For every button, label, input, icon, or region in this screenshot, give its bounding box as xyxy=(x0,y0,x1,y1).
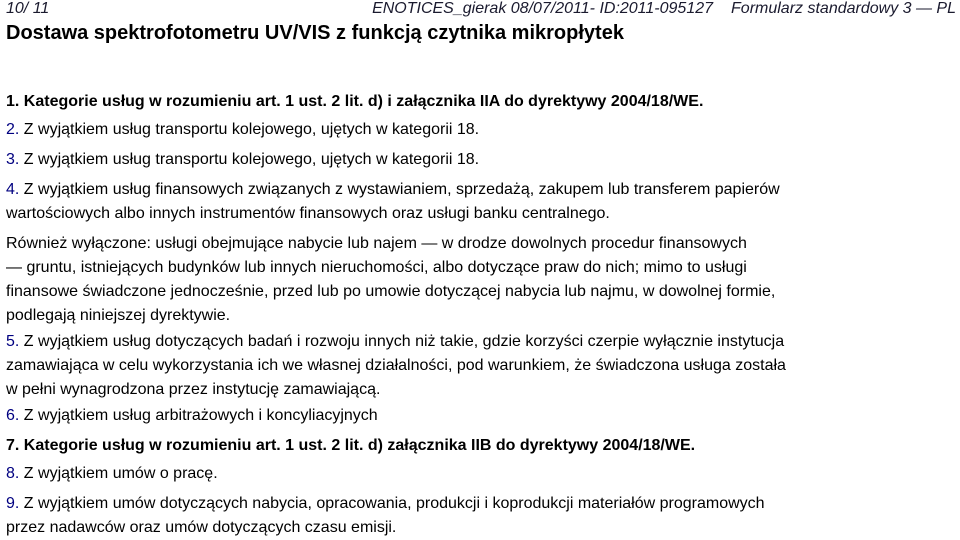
item-3-line-1: 3. Z wyjątkiem usług transportu kolejowego, ujętych w kategorii 18. xyxy=(6,151,480,168)
document-title: Dostawa spektrofotometru UV/VIS z funkcją czytnika mikropłytek xyxy=(6,22,624,44)
exclusion-line-1: Również wyłączone: usługi obejmujące nabycie lub najem — w drodze dowolnych procedur finansowych xyxy=(6,235,747,252)
item-4-line-2: wartościowych albo innych instrumentów finansowych oraz usługi banku centralnego. xyxy=(6,205,610,222)
item-3 xyxy=(6,148,956,172)
item-1-line-1: 1. Kategorie usług w rozumieniu art. 1 ust. 2 lit. d) i załącznika IIA do dyrektywy 2004/18/WE. xyxy=(6,93,704,110)
item-9-line-2: przez nadawców oraz umów dotyczących czasu emisji. xyxy=(6,519,397,536)
item-7-line-1: 7. Kategorie usług w rozumieniu art. 1 ust. 2 lit. d) załącznika IIB do dyrektywy 2004/18/WE. xyxy=(6,437,696,454)
page-number: 10/ 11 xyxy=(6,0,50,17)
item-5-line-2: zamawiająca w celu wykorzystania ich we własnej działalności, pod warunkiem, że świadczona usługa została xyxy=(6,357,786,374)
exclusion-line-4: podlegają niniejszej dyrektywie. xyxy=(6,307,231,324)
item-4 xyxy=(6,178,956,226)
item-6 xyxy=(6,404,956,428)
item-5 xyxy=(6,330,956,402)
item-7 xyxy=(6,434,956,458)
running-header xyxy=(6,0,956,20)
item-5-line-1: 5. Z wyjątkiem usług dotyczących badań i rozwoju innych niż takie, gdzie korzyści czerpie wyłącznie instytucja xyxy=(6,333,785,350)
item-2-line-1: 2. Z wyjątkiem usług transportu kolejowego, ujętych w kategorii 18. xyxy=(6,121,480,138)
item-8-line-1: 8. Z wyjątkiem umów o pracę. xyxy=(6,465,218,482)
item-1 xyxy=(6,90,956,114)
form-name: Formularz standardowy 3 — PL xyxy=(731,0,956,17)
item-9-line-1: 9. Z wyjątkiem umów dotyczących nabycia, opracowania, produkcji i koprodukcji materiałów programowych xyxy=(6,495,765,512)
item-9 xyxy=(6,492,956,540)
exclusion-paragraph xyxy=(6,232,956,328)
item-4-line-1: 4. Z wyjątkiem usług finansowych związanych z wystawianiem, sprzedażą, zakupem lub transferem papierów xyxy=(6,181,780,198)
exclusion-line-2: — gruntu, istniejących budynków lub innych nieruchomości, albo dotyczące praw do nich; mimo to usługi xyxy=(6,259,747,276)
item-6-line-1: 6. Z wyjątkiem usług arbitrażowych i koncyliacyjnych xyxy=(6,407,378,424)
item-2 xyxy=(6,118,956,142)
notice-id: ENOTICES_gierak 08/07/2011- ID:2011-095127 xyxy=(372,0,714,17)
exclusion-line-3: finansowe świadczone jednocześnie, przed lub po umowie dotyczącej nabycia lub najmu, w dowolnej formie, xyxy=(6,283,776,300)
item-8 xyxy=(6,462,956,486)
item-5-line-3: w pełni wynagrodzona przez instytucję zamawiającą. xyxy=(6,381,381,398)
